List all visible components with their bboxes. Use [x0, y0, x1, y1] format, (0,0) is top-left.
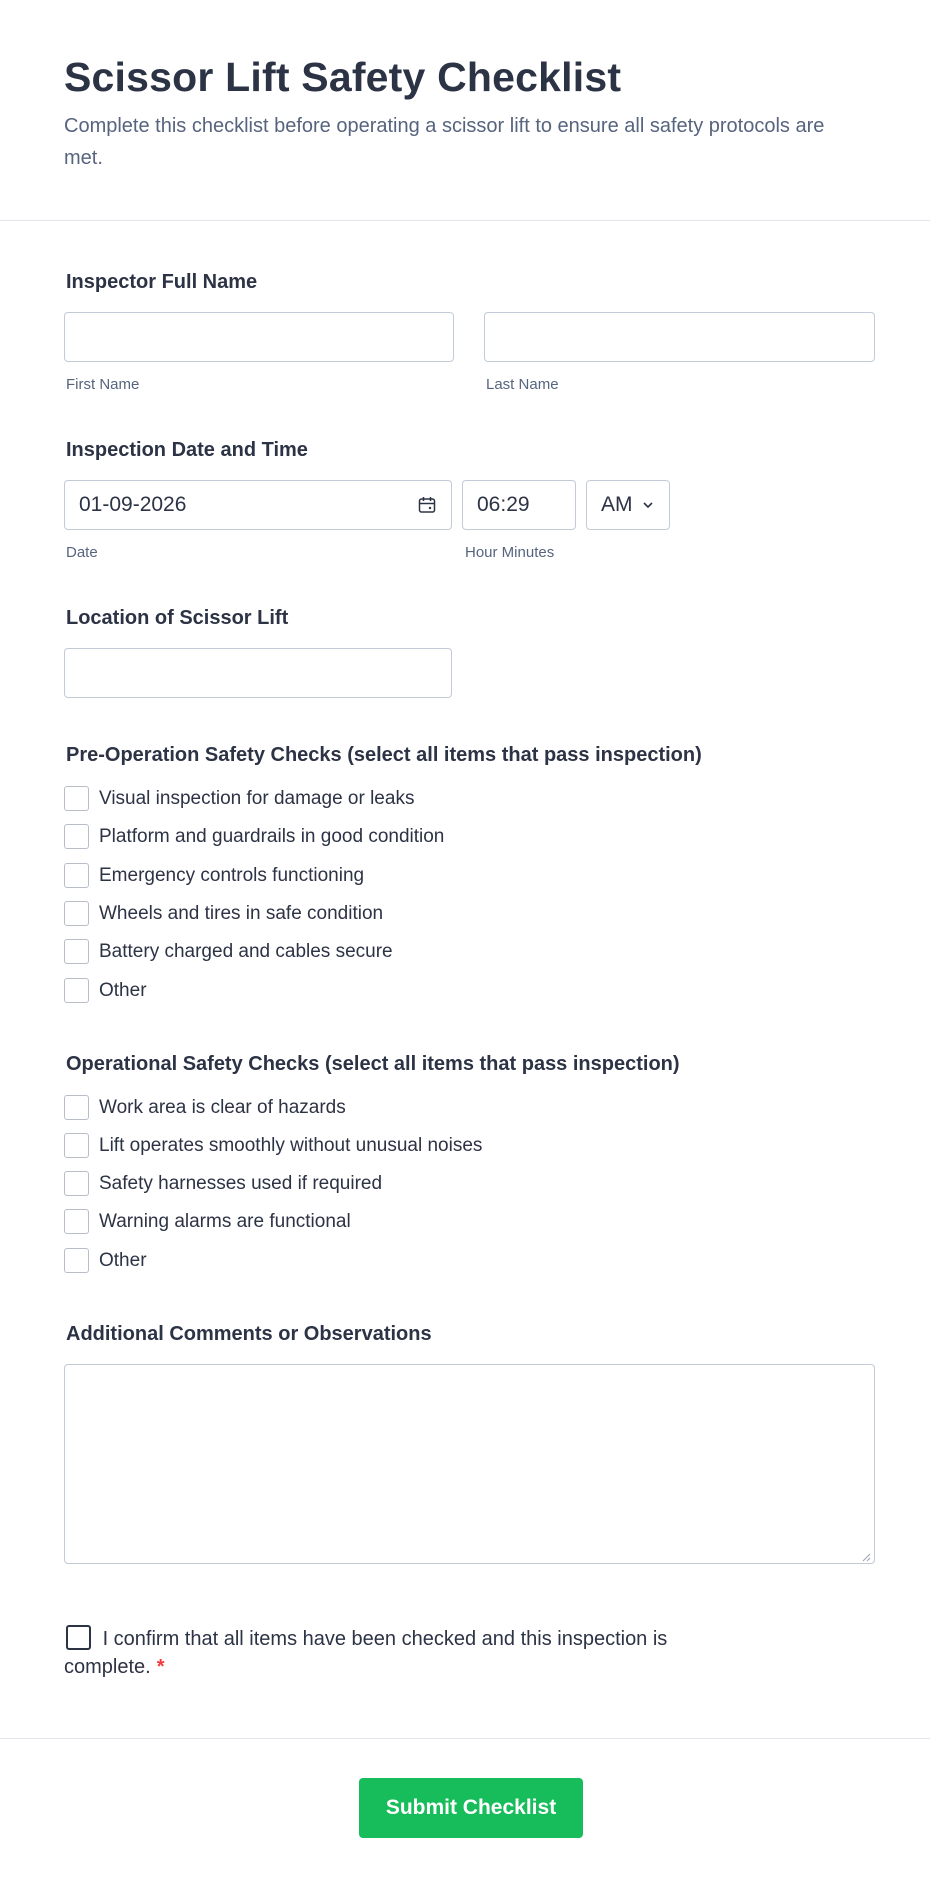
inspector-name-label: Inspector Full Name	[66, 271, 258, 293]
checkbox-label: Other	[99, 1249, 147, 1271]
confirm-checkbox[interactable]	[66, 1625, 91, 1650]
submit-button[interactable]: Submit Checklist	[359, 1778, 583, 1838]
last-name-input[interactable]	[484, 312, 875, 362]
date-value: 01-09-2026	[79, 493, 187, 516]
time-input[interactable]	[462, 480, 576, 530]
pre-check-item[interactable]	[64, 939, 393, 964]
pre-check-item[interactable]	[64, 786, 414, 811]
checkbox[interactable]	[64, 863, 89, 888]
location-label: Location of Scissor Lift	[66, 607, 289, 629]
op-check-item[interactable]	[64, 1209, 351, 1234]
comments-textarea[interactable]	[64, 1364, 875, 1564]
checkbox-label: Other	[99, 979, 147, 1001]
location-input[interactable]	[64, 648, 452, 698]
checkbox-label: Safety harnesses used if required	[99, 1172, 383, 1194]
checkbox-label: Visual inspection for damage or leaks	[99, 787, 415, 809]
checkbox[interactable]	[64, 901, 89, 926]
checkbox[interactable]	[64, 939, 89, 964]
pre-check-item[interactable]	[64, 863, 364, 888]
chevron-down-icon	[641, 498, 655, 512]
checkbox[interactable]	[64, 824, 89, 849]
checkbox[interactable]	[64, 1095, 89, 1120]
pre-operation-label: Pre-Operation Safety Checks (select all items that pass inspection)	[66, 744, 702, 766]
last-name-sublabel: Last Name	[486, 376, 559, 393]
op-check-item[interactable]	[64, 1248, 147, 1273]
confirm-text: I confirm that all items have been checked and this inspection is complete.	[64, 1628, 668, 1678]
resize-handle-icon[interactable]	[861, 1552, 871, 1562]
first-name-sublabel: First Name	[66, 376, 140, 393]
ampm-value: AM	[601, 493, 633, 516]
checkbox[interactable]	[64, 1248, 89, 1273]
checkbox[interactable]	[64, 1209, 89, 1234]
pre-check-item[interactable]	[64, 978, 147, 1003]
time-value: 06:29	[477, 493, 530, 516]
checkbox-label: Warning alarms are functional	[99, 1210, 351, 1232]
checkbox-label: Emergency controls functioning	[99, 864, 365, 886]
checkbox[interactable]	[64, 978, 89, 1003]
date-sublabel: Date	[66, 544, 98, 561]
pre-check-item[interactable]	[64, 824, 444, 849]
op-check-item[interactable]	[64, 1171, 382, 1196]
form-footer	[0, 1738, 930, 1885]
confirm-row[interactable]	[64, 1625, 764, 1681]
checkbox-label: Platform and guardrails in good condition	[99, 825, 445, 847]
checklist-form	[0, 221, 930, 1738]
checkbox[interactable]	[64, 786, 89, 811]
calendar-icon[interactable]	[417, 495, 437, 515]
date-input[interactable]	[64, 480, 452, 530]
datetime-label: Inspection Date and Time	[66, 439, 308, 461]
pre-check-item[interactable]	[64, 901, 383, 926]
page-title: Scissor Lift Safety Checklist	[64, 54, 622, 100]
checkbox-label: Lift operates smoothly without unusual noises	[99, 1134, 483, 1156]
form-header	[0, 0, 930, 221]
required-mark: *	[156, 1656, 165, 1678]
checkbox-label: Work area is clear of hazards	[99, 1096, 346, 1118]
operational-label: Operational Safety Checks (select all items that pass inspection)	[66, 1053, 680, 1075]
checkbox-label: Wheels and tires in safe condition	[99, 902, 384, 924]
op-check-item[interactable]	[64, 1095, 346, 1120]
checkbox[interactable]	[64, 1133, 89, 1158]
first-name-input[interactable]	[64, 312, 454, 362]
checkbox[interactable]	[64, 1171, 89, 1196]
checkbox-label: Battery charged and cables secure	[99, 940, 393, 962]
op-check-item[interactable]	[64, 1133, 482, 1158]
page-subtitle: Complete this checklist before operating a scissor lift to ensure all safety protocols are met.	[64, 115, 825, 169]
comments-label: Additional Comments or Observations	[66, 1323, 432, 1345]
ampm-select[interactable]	[586, 480, 670, 530]
time-sublabel: Hour Minutes	[465, 544, 555, 561]
